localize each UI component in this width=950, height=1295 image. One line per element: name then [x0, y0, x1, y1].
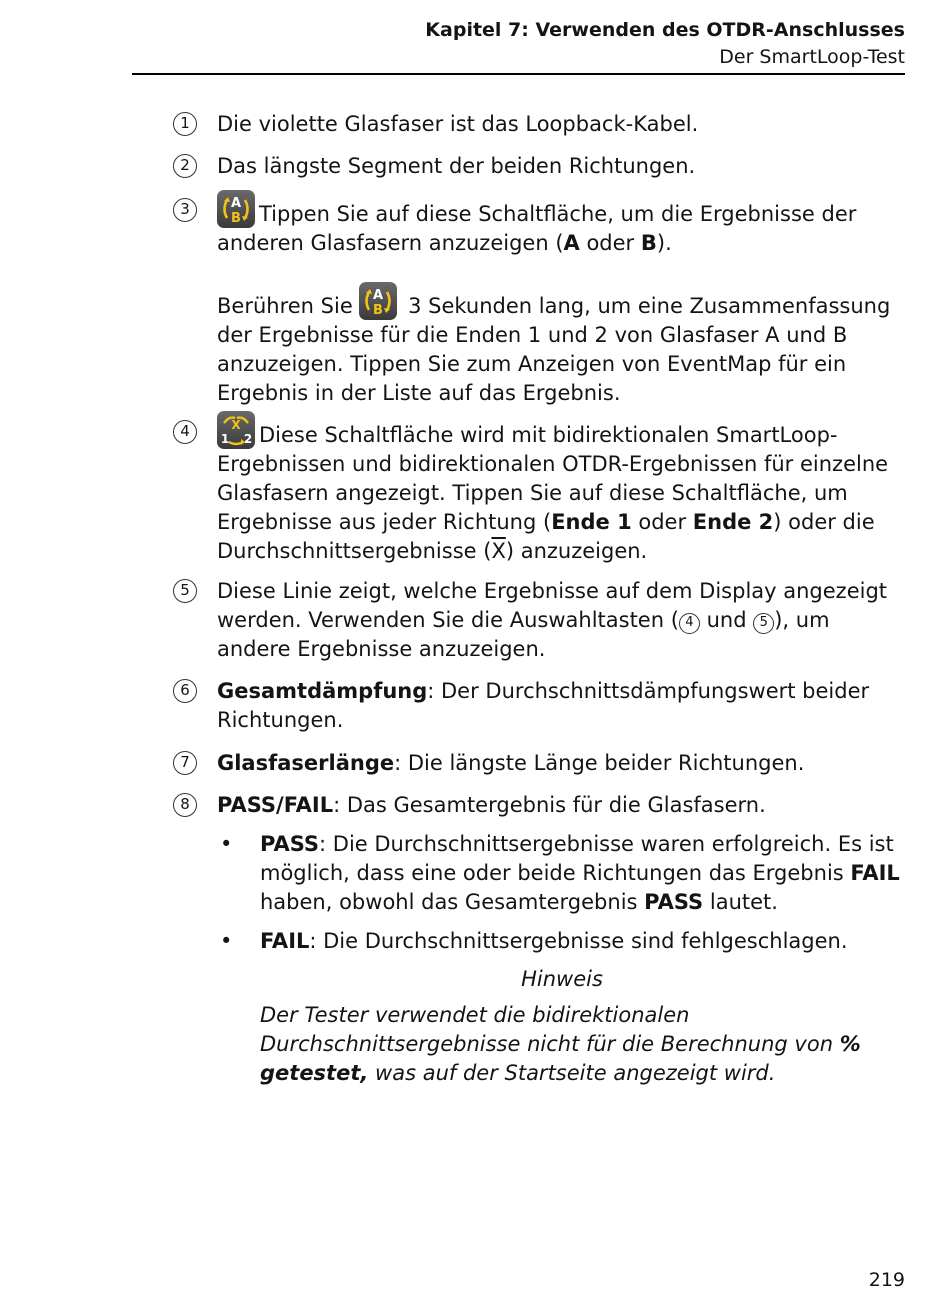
text-run: : Der Durchschnittsdämpfungswert beider Richtungen.	[217, 679, 870, 732]
callout-text: Das längste Segment der beiden Richtungen.	[217, 154, 696, 178]
callout-item-7	[173, 749, 905, 778]
callout-paragraph	[217, 791, 905, 820]
text-run: ).	[656, 231, 672, 255]
callout-paragraph	[217, 749, 905, 778]
x-bar-symbol: $\overline{X}$	[491, 539, 506, 563]
callout-paragraph	[217, 282, 905, 408]
text-run: Diese Linie zeigt, welche Ergebnisse auf dem Display angezeigt werden. Verwenden Sie die Auswahltasten (	[217, 579, 888, 632]
callout-item-2	[173, 152, 905, 181]
inline-callout-number: 4	[679, 613, 700, 634]
callout-number: 1	[173, 112, 197, 136]
inline-callout-number: 5	[753, 613, 774, 634]
text-run: : Die Durchschnittsergebnisse sind fehlgeschlagen.	[309, 929, 848, 953]
bullet-list	[217, 830, 907, 956]
callout-paragraph	[217, 677, 905, 735]
bold-run: FAIL	[260, 929, 310, 953]
bold-run: % getestet,	[260, 1032, 861, 1085]
ab-swap-icon	[359, 282, 397, 320]
text-run: Diese Schaltfläche wird mit bidirektionalen SmartLoop-Ergebnissen und bidirektionalen OTDR-Ergebnissen für einzelne Glasfasern angezeigt. Tippen Sie auf diese Schaltfläche, um Ergebnisse aus jeder Richtung (	[217, 423, 889, 534]
callout-number: 2	[173, 154, 197, 178]
callout-item-6	[173, 677, 905, 735]
callout-paragraph	[217, 577, 905, 664]
callout-number: 5	[173, 579, 197, 603]
callout-number: 6	[173, 679, 197, 703]
callout-number: 7	[173, 751, 197, 775]
bold-run: Gesamtdämpfung	[217, 679, 428, 703]
callout-paragraph	[217, 190, 905, 258]
icon-label-a: A	[373, 288, 384, 303]
icon-label-2: 2	[243, 432, 253, 446]
end-x-swap-icon	[217, 411, 255, 449]
text-run: ), um andere Ergebnisse anzuzeigen.	[217, 608, 830, 661]
text-run: haben, obwohl das Gesamtergebnis	[260, 890, 645, 914]
bullet-item	[217, 830, 907, 917]
bullet-item	[217, 927, 907, 956]
bold-run: PASS	[260, 832, 320, 856]
bold-run: B	[640, 231, 657, 255]
ab-swap-icon	[217, 190, 255, 228]
callout-item-1	[173, 110, 905, 139]
chapter-title: Kapitel 7: Verwenden des OTDR-Anschlusses	[425, 19, 905, 41]
callout-text: Die violette Glasfaser ist das Loopback-Kabel.	[217, 112, 699, 136]
text-run: oder	[631, 510, 693, 534]
text-run: oder	[579, 231, 641, 255]
bold-run: Glasfaserlänge	[217, 751, 395, 775]
note-body	[260, 1001, 910, 1088]
page-number: 219	[868, 1269, 905, 1291]
bold-run: Ende 2	[692, 510, 774, 534]
text-run: 3 Sekunden lang, um eine Zusammenfassung der Ergebnisse für die Enden 1 und 2 von Glasfaser A und B anzuzeigen. Tippen Sie zum Anzeigen von EventMap für ein Ergebnis in der Liste auf das Ergebnis.	[217, 294, 891, 405]
text-run: Tippen Sie auf diese Schaltfläche, um die Ergebnisse der anderen Glasfasern anzuzeigen (	[217, 202, 857, 255]
callout-item-3	[173, 190, 905, 408]
callout-number: 4	[173, 420, 197, 444]
note-title: Hinweis	[521, 967, 603, 991]
section-title: Der SmartLoop-Test	[719, 46, 905, 68]
text-run: ) oder die Durchschnittsergebnisse (	[217, 510, 875, 563]
text-run: lautet.	[703, 890, 778, 914]
bold-run: PASS	[644, 890, 704, 914]
bold-run: Ende 1	[551, 510, 632, 534]
callout-item-4	[173, 411, 905, 566]
page-header	[0, 0, 950, 76]
text-run: ) anzuzeigen.	[505, 539, 648, 563]
callout-paragraph	[217, 411, 905, 566]
text-run: : Die längste Länge beider Richtungen.	[394, 751, 805, 775]
bullet-glyph: •	[220, 832, 233, 856]
bullet-glyph: •	[220, 929, 233, 953]
text-run: Berühren Sie	[217, 294, 360, 318]
bold-run: PASS/FAIL	[217, 793, 334, 817]
text-run: Der Tester verwendet die bidirektionalen Durchschnittsergebnisse nicht für die Berechnung von	[260, 1003, 840, 1056]
callout-number: 8	[173, 793, 197, 817]
text-run: was auf der Startseite angezeigt wird.	[368, 1061, 776, 1085]
header-rule	[132, 73, 905, 75]
text-run: und	[699, 608, 754, 632]
callout-item-8	[173, 791, 905, 820]
icon-label-a: A	[230, 196, 242, 211]
bold-run: A	[563, 231, 580, 255]
icon-label-1: 1	[220, 432, 230, 446]
bold-run: FAIL	[850, 861, 900, 885]
icon-label-b: B	[231, 211, 241, 226]
icon-label-x: X	[231, 418, 241, 432]
icon-label-b: B	[373, 303, 384, 318]
text-run: : Die Durchschnittsergebnisse waren erfolgreich. Es ist möglich, dass eine oder beide Richtungen das Ergebnis	[260, 832, 894, 885]
callout-item-5	[173, 577, 905, 664]
text-run: : Das Gesamtergebnis für die Glasfasern.	[333, 793, 766, 817]
callout-number: 3	[173, 198, 197, 222]
